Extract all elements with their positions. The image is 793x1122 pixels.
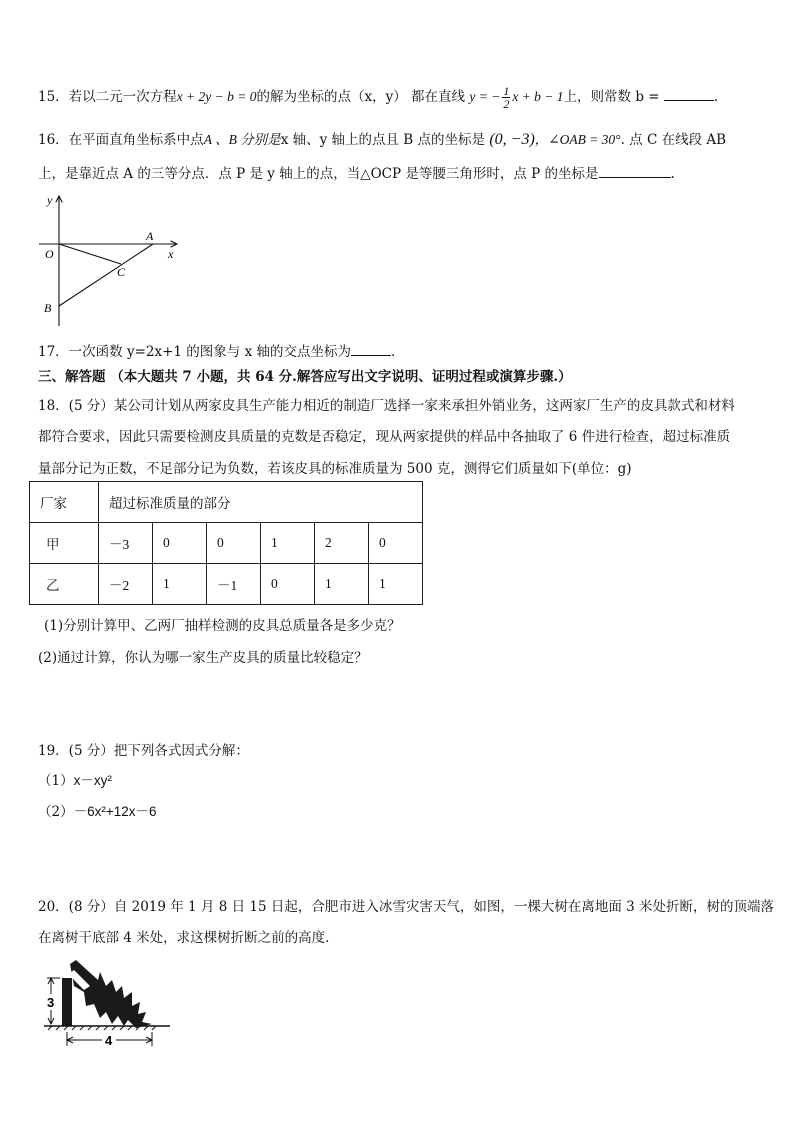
table-row: 甲 －3 0 0 1 2 0: [30, 523, 423, 564]
point-c-label: C: [117, 265, 126, 279]
question-19-sub1: （1）x－xy²: [38, 773, 112, 789]
question-17: 17．一次函数 y=2x+1 的图象与 x 轴的交点坐标为 .: [38, 344, 396, 360]
q15-line-lhs: y = −: [469, 89, 501, 104]
q15-prefix: 15．若以二元一次方程: [38, 89, 177, 105]
quality-table: [29, 481, 423, 605]
figure-20-broken-tree: [40, 956, 175, 1051]
question-20-line1: 20．(8 分）自 2019 年 1 月 8 日 15 日起，合肥市进入冰雪灾害天气，如图，一棵大树在离地面 3 米处折断，树的顶端落: [38, 899, 775, 915]
table-row: 乙 －2 1 －1 0 1 1: [30, 564, 423, 605]
width-label: 4: [105, 1033, 113, 1048]
q16-coordinate: (0, −3): [489, 131, 535, 148]
y-axis-label: y: [47, 193, 53, 207]
question-16-line2: 上，是靠近点 A 的三等分点．点 P 是 y 轴上的点，当△OCP 是等腰三角形时，点 P 的坐标是 .: [38, 166, 675, 182]
q16-answer-blank: [599, 165, 671, 178]
tree-trunk: [62, 978, 72, 1026]
q16-angle: ，∠OAB = 30°: [534, 132, 621, 147]
point-o-label: O: [45, 247, 54, 261]
q15-suffix: 上，则常数 b =: [563, 89, 660, 105]
question-18-line3: 量部分记为正数，不足部分记为负数，若该皮具的标准质量为 500 克，测得它们质量如下(单位：g): [38, 461, 632, 477]
figure-16-diagram: [35, 192, 185, 332]
question-19-sub2: （2）－6x²+12x－6: [38, 804, 157, 820]
q15-fraction: $\frac{1}{2}$: [503, 84, 510, 111]
header-excess: 超过标准质量的部分: [99, 482, 423, 523]
q17-answer-blank: [351, 343, 391, 356]
x-axis-label: x: [168, 247, 174, 261]
question-18-sub1: (1)分别计算甲、乙两厂抽样检测的皮具总质量各是多少克？: [44, 618, 401, 634]
header-factory: 厂家: [30, 482, 99, 523]
point-a-label: A: [146, 229, 154, 243]
point-b-label: B: [44, 301, 52, 315]
table-header-row: [30, 482, 423, 523]
height-label: 3: [47, 995, 55, 1010]
section-3-heading: 三、解答题 （本大题共 7 小题，共 64 分.解答应写出文字说明、证明过程或演算步骤.）: [38, 369, 572, 385]
q15-line-rhs: x + b − 1: [512, 89, 564, 104]
question-18-line2: 都符合要求，因此只需要检测皮具质量的克数是否稳定，现从两家提供的样品中各抽取了 6 件进行检查，超过标准质: [38, 429, 731, 445]
question-20-line2: 在离树干底部 4 米处，求这棵树折断之前的高度.: [38, 930, 330, 946]
question-18-sub2: (2)通过计算，你认为哪一家生产皮具的质量比较稳定？: [38, 650, 368, 666]
question-19-title: 19．(5 分）把下列各式因式分解：: [38, 743, 249, 759]
fallen-treetop: [70, 960, 152, 1028]
segment-oc: [59, 244, 121, 264]
q15-mid: 的解为坐标的点（x，y） 都在直线: [256, 89, 466, 105]
question-15: 15．若以二元一次方程x + 2y − b = 0的解为坐标的点（x，y） 都在直线 y = − $\frac{1}{2}$ x + b − 1上，则常数 b = .: [38, 84, 719, 111]
question-16-line1: 16．在平面直角坐标系中点A 、B 分别是x 轴、y 轴上的点且 B 点的坐标是 (0, −3)，∠OAB = 30°. 点 C 在线段 AB: [38, 131, 727, 148]
segment-ab: [59, 244, 153, 306]
q15-equation: x + 2y − b = 0: [176, 89, 257, 104]
question-18-line1: 18．(5 分）某公司计划从两家皮具生产能力相近的制造厂选择一家来承担外销业务，这两家厂生产的皮具款式和材料: [38, 398, 735, 414]
q15-answer-blank: [664, 88, 714, 101]
